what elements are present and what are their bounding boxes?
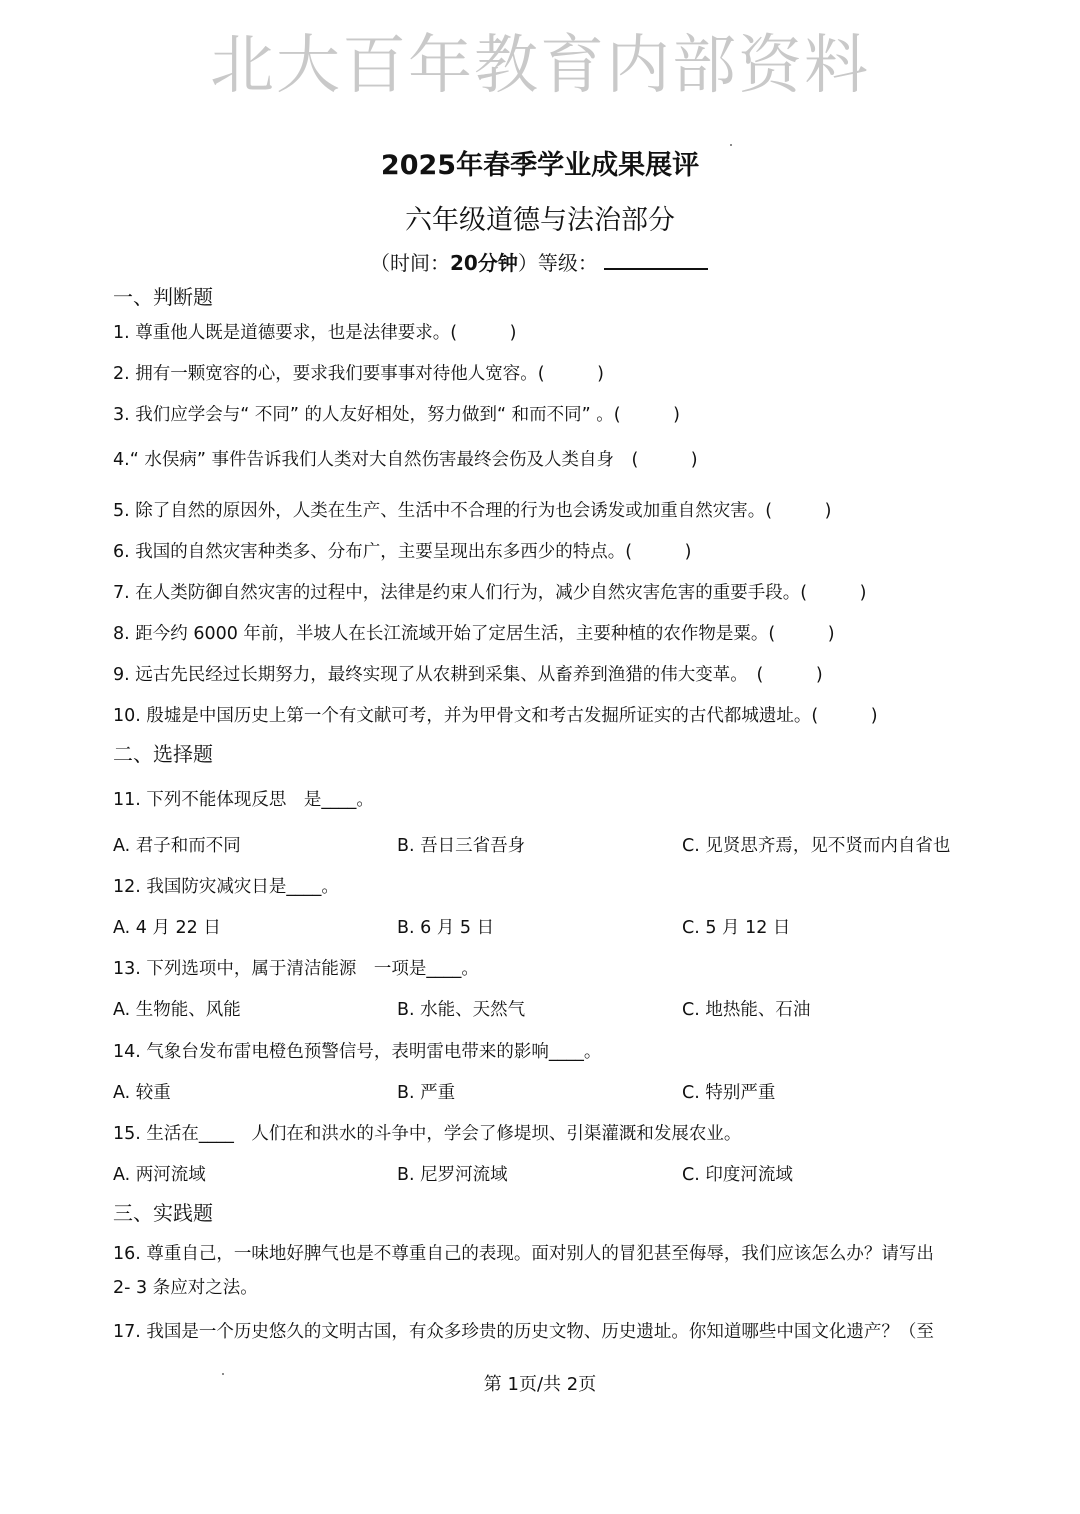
watermark: 北大百年教育内部资料 [210, 29, 870, 103]
choice-option-c: C. 地热能、石油 [682, 1000, 811, 1020]
choice-option-b: B. 水能、天然气 [397, 1000, 526, 1020]
page-title: 2025年春季学业成果展评 [380, 150, 700, 181]
judgment-question: 8. 距今约 6000 年前，半坡人在长江流域开始了定居生活，主要种植的农作物是粟。( ) [113, 624, 835, 644]
choice-option-a: A. 君子和而不同 [113, 836, 241, 856]
section-choice-heading: 二、选择题 [113, 742, 213, 766]
choice-question: 14. 气象台发布雷电橙色预警信号，表明雷电带来的影响____。 [113, 1042, 602, 1062]
choice-question: 12. 我国防灾减灾日是____。 [113, 877, 339, 897]
practice-question-continuation: 2- 3 条应对之法。 [113, 1278, 258, 1298]
choice-option-b: B. 尼罗河流域 [397, 1165, 508, 1185]
choice-option-c: C. 印度河流域 [682, 1165, 793, 1185]
judgment-question: 10. 殷墟是中国历史上第一个有文献可考，并为甲骨文和考古发掘所证实的古代都城遗址。( ) [113, 706, 878, 726]
choice-question: 13. 下列选项中，属于清洁能源 一项是____。 [113, 959, 479, 979]
choice-option-c: C. 特别严重 [682, 1083, 776, 1103]
judgment-question: 5. 除了自然的原因外，人类在生产、生活中不合理的行为也会诱发或加重自然灾害。( ) [113, 501, 832, 521]
judgment-question: 9. 远古先民经过长期努力，最终实现了从农耕到采集、从畜养到渔猎的伟大变革。 ( ) [113, 665, 823, 685]
judgment-question: 6. 我国的自然灾害种类多、分布广，主要呈现出东多西少的特点。( ) [113, 542, 692, 562]
judgment-question: 3. 我们应学会与“ 不同” 的人友好相处，努力做到“ 和而不同” 。( ) [113, 405, 680, 425]
judgment-question: 4.“ 水俣病” 事件告诉我们人类对大自然伤害最终会伤及人类自身 ( ) [113, 450, 698, 470]
meta-suffix: ）等级： [517, 251, 598, 275]
choice-option-a: A. 4 月 22 日 [113, 918, 221, 938]
judgment-question: 7. 在人类防御自然灾害的过程中，法律是约束人们行为，减少自然灾害危害的重要手段。( ) [113, 583, 867, 603]
choice-option-b: B. 严重 [397, 1083, 456, 1103]
grade-blank[interactable] [604, 252, 708, 270]
page-footer: 第 1页/共 2页 [483, 1374, 597, 1395]
choice-option-a: A. 两河流域 [113, 1165, 206, 1185]
page-subtitle: 六年级道德与法治部分 [405, 205, 675, 236]
choice-option-b: B. 吾日三省吾身 [397, 836, 526, 856]
practice-question: 16. 尊重自己，一味地好脾气也是不尊重自己的表现。面对别人的冒犯甚至侮辱，我们应该怎么办？请写出 [113, 1244, 934, 1264]
meta-prefix: （时间： [370, 251, 450, 275]
exam-meta [370, 247, 708, 276]
scan-speck [730, 144, 732, 146]
judgment-question: 2. 拥有一颗宽容的心，要求我们要事事对待他人宽容。( ) [113, 364, 604, 384]
choice-option-a: A. 生物能、风能 [113, 1000, 241, 1020]
section-practice-heading: 三、实践题 [113, 1201, 213, 1225]
choice-question: 11. 下列不能体现反思 是____。 [113, 790, 374, 810]
practice-question: 17. 我国是一个历史悠久的文明古国，有众多珍贵的历史文物、历史遗址。你知道哪些中国文化遗产？（至 [113, 1322, 934, 1342]
choice-question: 15. 生活在____ 人们在和洪水的斗争中，学会了修堤坝、引渠灌溉和发展农业。 [113, 1124, 742, 1144]
meta-time: 20分钟 [450, 251, 518, 275]
choice-option-a: A. 较重 [113, 1083, 171, 1103]
section-judgment-heading: 一、判断题 [113, 285, 213, 309]
choice-option-b: B. 6 月 5 日 [397, 918, 495, 938]
choice-option-c: C. 见贤思齐焉，见不贤而内自省也 [682, 836, 951, 856]
choice-option-c: C. 5 月 12 日 [682, 918, 791, 938]
judgment-question: 1. 尊重他人既是道德要求，也是法律要求。( ) [113, 323, 517, 343]
